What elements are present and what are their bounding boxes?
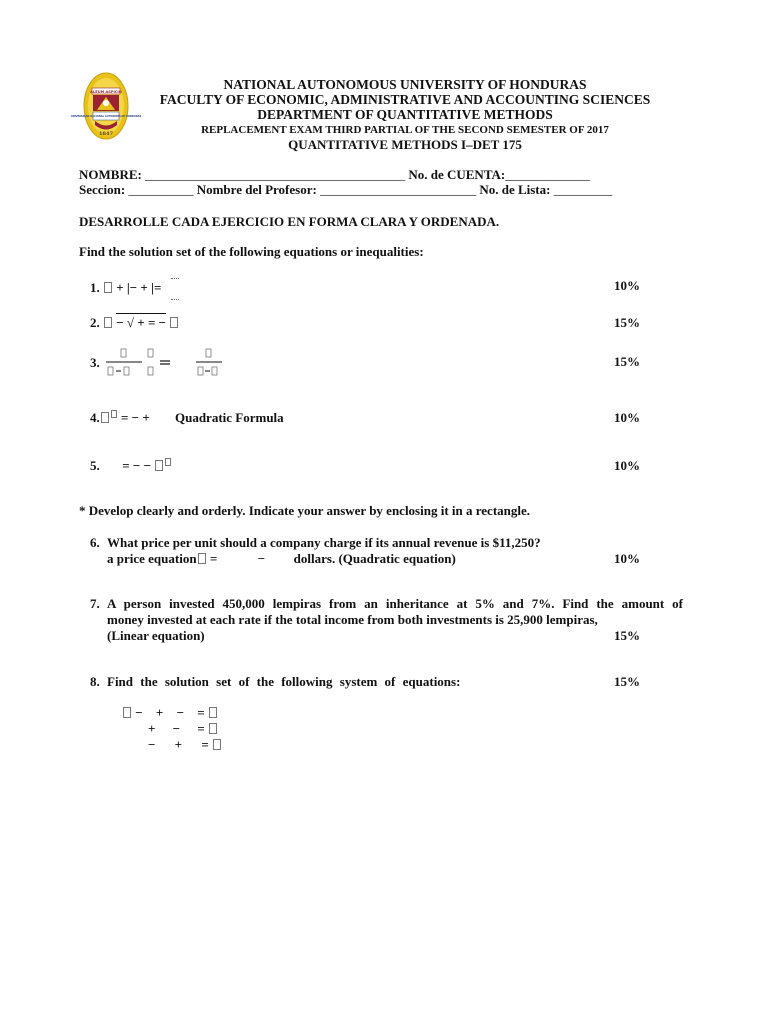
missing-glyph-icon (123, 707, 131, 718)
cuenta-field[interactable]: _____________ (505, 167, 590, 182)
missing-glyph-icon (101, 412, 109, 423)
problem-7-number: 7. (90, 596, 100, 611)
spanish-instruction: DESARROLLE CADA EJERCICIO EN FORMA CLARA Y ORDENADA. (79, 214, 500, 229)
university-name: NATIONAL AUTONOMOUS UNIVERSITY OF HONDURAS (223, 77, 587, 92)
problem-5-percent: 10% (614, 458, 640, 473)
missing-glyph-icon (209, 723, 217, 734)
problem-1 (90, 278, 179, 300)
seccion-label: Seccion: (79, 182, 126, 197)
equals-sign: = (209, 551, 218, 566)
problem-1-percent: 10% (614, 278, 640, 293)
problem-5 (90, 458, 172, 474)
course-title: QUANTITATIVE METHODS I–DET 175 (288, 137, 522, 152)
minus-sign: − (257, 551, 266, 566)
problem-8-percent: 15% (614, 674, 640, 689)
problem-6-percent: 10% (614, 551, 640, 566)
cuenta-label: No. de CUENTA: (408, 167, 506, 182)
problem-3-percent: 15% (614, 354, 640, 369)
problem-6-dollars: dollars. (Quadratic equation) (293, 551, 456, 566)
problem-2-equation: − √ + = − (116, 315, 167, 330)
problem-6-number: 6. (90, 535, 100, 550)
nombre-field[interactable]: ________________________________________ (145, 167, 406, 182)
problem-2-percent: 15% (614, 315, 640, 330)
problem-2 (90, 315, 179, 331)
system-equation-2-text: + − = (148, 721, 205, 736)
department-name: DEPARTMENT OF QUANTITATIVE METHODS (257, 107, 553, 122)
profesor-field[interactable]: ________________________ (320, 182, 477, 197)
svg-text:UNIVERSIDAD NACIONAL AUTONOMA: UNIVERSIDAD NACIONAL AUTONOMA DE HONDURAS (70, 115, 142, 118)
system-equation-3-text: − + = (148, 737, 209, 752)
nombre-label: NOMBRE: (79, 167, 142, 182)
find-instruction: Find the solution set of the following equations or inequalities: (79, 244, 424, 259)
problem-4-number: 4. (90, 410, 100, 425)
svg-text:1847: 1847 (99, 131, 113, 137)
exam-title: REPLACEMENT EXAM THIRD PARTIAL OF THE SECOND SEMESTER OF 2017 (201, 124, 609, 136)
problem-3-number: 3. (90, 355, 100, 370)
missing-glyph-icon (165, 458, 171, 466)
seccion-field[interactable]: __________ (128, 182, 194, 197)
problem-4-percent: 10% (614, 410, 640, 425)
missing-glyph-icon (213, 739, 221, 750)
university-seal-icon (70, 72, 142, 140)
problem-8-number: 8. (90, 674, 100, 689)
lista-label: No. de Lista: (479, 182, 551, 197)
missing-glyph-icon (155, 460, 163, 471)
problem-1-equation: + |− + |= (116, 280, 162, 295)
name-row (79, 167, 590, 183)
problem-4-equation: = − + (121, 410, 150, 425)
problem-7-line1: A person invested 450,000 lempiras from an inheritance at 5% and 7%. Find the amount of (107, 596, 683, 611)
lista-field[interactable]: _________ (553, 182, 613, 197)
problem-5-equation: = − − (122, 458, 151, 473)
missing-glyph-icon (104, 282, 112, 293)
missing-glyph-icon (209, 707, 217, 718)
svg-text:ALEUM ASPICIO: ALEUM ASPICIO (90, 90, 122, 94)
missing-glyph-icon (198, 553, 206, 564)
problem-3-fractions (104, 344, 224, 380)
problem-2-number: 2. (90, 315, 100, 330)
problem-6-text: What price per unit should a company charge if its annual revenue is $11,250? (107, 535, 541, 550)
develop-instruction: * Develop clearly and orderly. Indicate your answer by enclosing it in a rectangle. (79, 503, 531, 518)
system-equation-1-text: − + − = (135, 705, 205, 720)
section-row (79, 182, 612, 198)
problem-1-number: 1. (90, 280, 100, 295)
problem-7-percent: 15% (614, 628, 640, 643)
problem-4-note: Quadratic Formula (174, 410, 284, 425)
price-equation-label: a price equation (107, 551, 197, 566)
profesor-label: Nombre del Profesor: (196, 182, 317, 197)
problem-7-line3: (Linear equation) (107, 628, 205, 643)
system-equation-2 (148, 721, 218, 737)
problem-6-line2 (107, 551, 456, 567)
fraction-glyph-icon (171, 278, 179, 300)
system-equation-1 (122, 705, 218, 721)
problem-7-line2: money invested at each rate if the total income from both investments is 25,900 lempiras, (107, 612, 598, 627)
faculty-name: FACULTY OF ECONOMIC, ADMINISTRATIVE AND ACCOUNTING SCIENCES (159, 92, 651, 107)
missing-glyph-icon (111, 410, 117, 418)
system-equation-3 (148, 737, 222, 753)
problem-8-text: Find the solution set of the following system of equations: (107, 674, 461, 689)
missing-glyph-icon (104, 317, 112, 328)
missing-glyph-icon (170, 317, 178, 328)
problem-5-number: 5. (90, 458, 100, 473)
problem-4 (90, 410, 284, 426)
